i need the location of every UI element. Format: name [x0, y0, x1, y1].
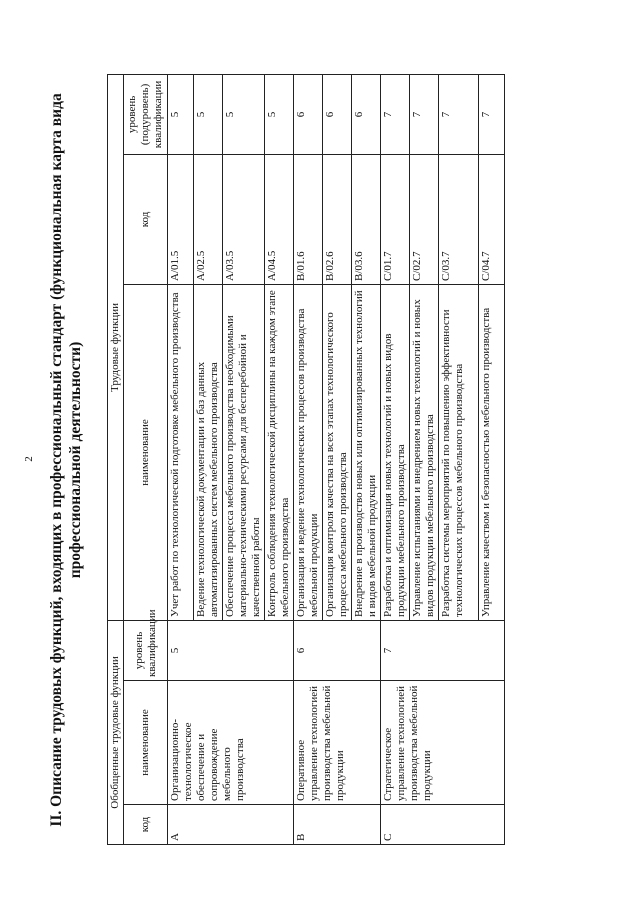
function-code: A/02.5: [194, 154, 223, 284]
function-name: Управление испытаниями и внедрением новых технологий и новых видов продукции мебельного производства: [410, 284, 439, 620]
function-name: Разработка системы мероприятий по повышению эффективности технологических процессов мебельного производства: [439, 284, 479, 620]
function-code: C/01.7: [381, 154, 410, 284]
function-code: C/04.7: [479, 154, 505, 284]
function-level: 7: [410, 74, 439, 154]
rotated-page: [47, 75, 592, 845]
function-name: Управление качеством и безопасностью мебельного производства: [479, 284, 505, 620]
function-name: Разработка и оптимизация новых технологий и новых видов продукции мебельного производства: [381, 284, 410, 620]
function-level: 5: [223, 74, 265, 154]
function-name: Организация контроля качества на всех этапах технологического процесса мебельного производства: [323, 284, 352, 620]
title-line-1: II. Описание трудовых функций, входящих в профессиональный стандарт (функциональная карта вида: [48, 93, 65, 827]
function-level: 5: [265, 74, 294, 154]
function-code: C/02.7: [410, 154, 439, 284]
header-level: уровень квалификации: [124, 620, 168, 680]
header-level2: уровень (подуровень) квалификации: [124, 74, 168, 154]
function-level: 6: [323, 74, 352, 154]
function-level: 7: [381, 74, 410, 154]
group-code: C: [381, 805, 505, 845]
function-name: Организация и ведение технологических процессов производства мебельной продукции: [294, 284, 323, 620]
function-name: Контроль соблюдения технологической дисциплины на каждом этапе мебельного производства: [265, 284, 294, 620]
table-row: [168, 74, 194, 844]
functions-table: [107, 74, 505, 845]
table-body: [168, 74, 505, 844]
function-level: 6: [294, 74, 323, 154]
table-row: [294, 74, 323, 844]
section-title: [47, 75, 85, 845]
function-name: Обеспечение процесса мебельного производства необходимыми материально-техническими ресурсами для бесперебойной и качественной работы: [223, 284, 265, 620]
function-level: 7: [479, 74, 505, 154]
group-level: 5: [168, 620, 294, 680]
group-level: 6: [294, 620, 381, 680]
function-code: C/03.7: [439, 154, 479, 284]
function-code: B/03.6: [352, 154, 381, 284]
header-labor: Трудовые функции: [108, 74, 124, 620]
title-line-2: профессиональной деятельности): [67, 341, 84, 579]
function-code: B/02.6: [323, 154, 352, 284]
header-name: наименование: [124, 681, 168, 805]
group-code: B: [294, 805, 381, 845]
function-code: A/01.5: [168, 154, 194, 284]
function-name: Внедрение в производство новых или оптимизированных технологий и видов мебельной продукции: [352, 284, 381, 620]
table-row: [381, 74, 410, 844]
group-name: Стратегическое управление технологией производства мебельной продукции: [381, 681, 505, 805]
function-level: 7: [439, 74, 479, 154]
function-level: 5: [168, 74, 194, 154]
function-code: A/04.5: [265, 154, 294, 284]
group-name: Организационно-технологическое обеспечение и сопровождение мебельного производства: [168, 681, 294, 805]
group-code: A: [168, 805, 294, 845]
function-name: Учет работ по технологической подготовке мебельного производства: [168, 284, 194, 620]
page-number: 2: [22, 456, 35, 462]
function-code: A/03.5: [223, 154, 265, 284]
group-level: 7: [381, 620, 505, 680]
header-generalized: Обобщенные трудовые функции: [108, 620, 124, 844]
function-name: Ведение технологической документации и баз данных автоматизированных систем мебельного производства: [194, 284, 223, 620]
function-level: 6: [352, 74, 381, 154]
group-name: Оперативное управление технологией производства мебельной продукции: [294, 681, 381, 805]
header-name2: наименование: [124, 284, 168, 620]
header-code: код: [124, 805, 168, 845]
header-code2: код: [124, 154, 168, 284]
function-code: B/01.6: [294, 154, 323, 284]
function-level: 5: [194, 74, 223, 154]
